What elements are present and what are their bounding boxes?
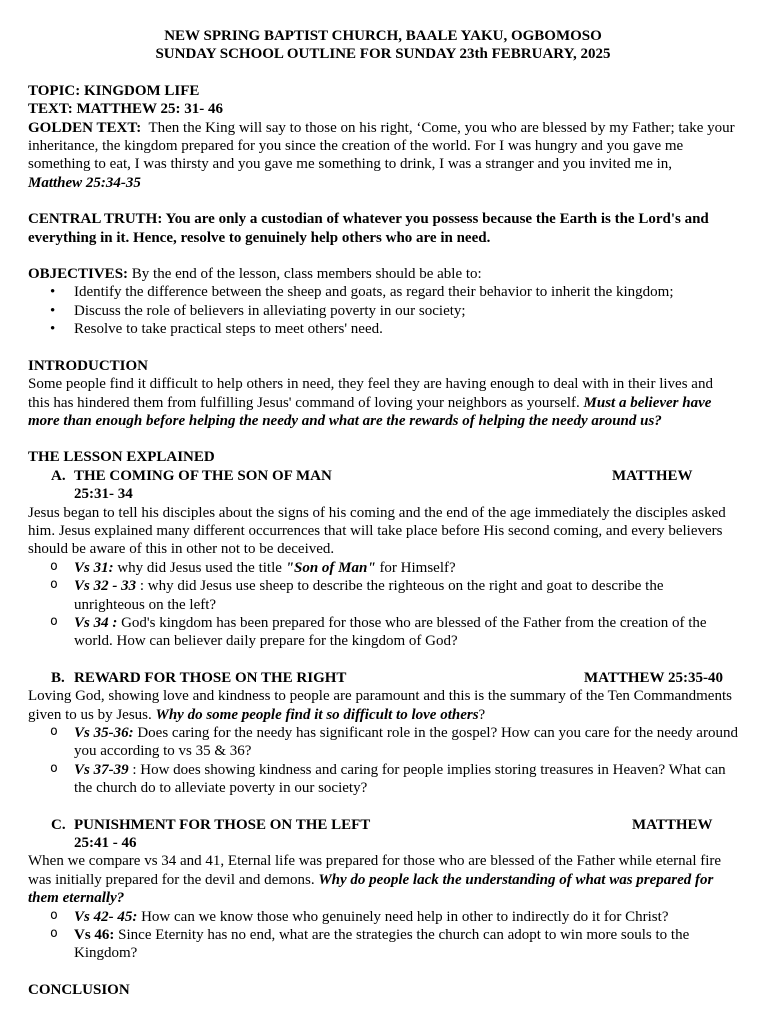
verse-ref: Vs 37-39 — [74, 761, 129, 778]
section-a-title: THE COMING OF THE SON OF MAN — [74, 467, 332, 484]
golden-text — [28, 119, 738, 174]
introduction-paragraph — [28, 375, 738, 430]
section-a-reference-continued: 25:31- 34 — [74, 486, 133, 503]
section-c-points — [28, 908, 738, 963]
section-a-heading — [28, 467, 738, 504]
objectives-intro-text: By the end of the lesson, class members should be able to: — [131, 266, 482, 283]
topic-line: TOPIC: KINGDOM LIFE — [28, 82, 200, 99]
point-text: : why did Jesus use sheep to describe the righteous on the right and goat to describe the unrighteous on the left? — [74, 578, 664, 613]
section-c-point — [74, 908, 738, 926]
introduction-heading: INTRODUCTION — [28, 357, 149, 374]
golden-text-label: GOLDEN TEXT: — [28, 119, 142, 136]
section-c-paragraph — [28, 852, 738, 907]
golden-text-body: Then the King will say to those on his right, ‘Come, you who are blessed by my Father; take your inheritance, the kingdom prepared for you since the creation of the world. For I was hungry and you gave me something to eat, I was thirsty and you gave me something to drink, I was a stranger and you invited me in, — [28, 119, 735, 173]
objective-item: • Resolve to take practical steps to meet others' need. — [74, 320, 738, 338]
section-c-reference: MATTHEW — [632, 816, 713, 833]
point-text: : How does showing kindness and caring for people implies storing treasures in Heaven? What can the church do to alleviate poverty in our society? — [74, 761, 726, 797]
golden-text-reference: Matthew 25:34-35 — [28, 174, 141, 191]
verse-ref: Vs 34 : — [74, 614, 118, 631]
section-a-letter: A. — [51, 467, 66, 484]
central-truth: CENTRAL TRUTH: You are only a custodian of whatever you possess because the Earth is the Lord's and everything in it. Hence, resolve to genuinely help others who are in need. — [28, 211, 709, 246]
objective-item: • Discuss the role of believers in alleviating poverty in our society; — [74, 302, 738, 320]
section-b-question: Why do some people find it so difficult to love others — [155, 706, 479, 723]
point-text: for Himself? — [375, 559, 456, 576]
section-a-body: Jesus began to tell his disciples about the signs of his coming and the end of the age immediately the disciples asked him. Jesus explained many different occurrences that will take place before His second coming, and every believers should be aware of this in other not to be deceived. — [28, 504, 726, 558]
section-a-point — [74, 614, 738, 651]
section-c-heading — [28, 816, 738, 853]
section-b-paragraph — [28, 687, 738, 724]
point-text: why did Jesus used the title — [113, 559, 286, 576]
objectives-label: OBJECTIVES: — [28, 266, 129, 283]
verse-ref: Vs 46: — [74, 927, 115, 944]
section-c-letter: C. — [51, 816, 66, 833]
objective-item: • Identify the difference between the sheep and goats, as regard their behavior to inherit the kingdom; — [74, 283, 738, 301]
section-b-points — [28, 724, 738, 798]
section-a-point — [74, 559, 738, 577]
section-b-body: Loving God, showing love and kindness to people are paramount and this is the summary of the Ten Commandments given to us by Jesus. — [28, 688, 732, 723]
objectives-list — [28, 283, 738, 338]
section-a-reference: MATTHEW — [612, 467, 693, 484]
verse-ref: Vs 42- 45: — [74, 908, 138, 925]
section-b-point — [74, 724, 738, 761]
verse-ref: Vs 35-36: — [74, 725, 134, 741]
lesson-heading: THE LESSON EXPLAINED — [28, 449, 215, 466]
section-b-title: REWARD FOR THOSE ON THE RIGHT — [74, 669, 347, 686]
section-c-body: When we compare vs 34 and 41, Eternal life was prepared for those who are blessed of the Father while eternal fire was initially prepared for the devil and demons. — [28, 853, 722, 888]
conclusion-heading: CONCLUSION — [28, 981, 130, 998]
outline-date-heading: SUNDAY SCHOOL OUTLINE FOR SUNDAY 23th FEBRUARY, 2025 — [155, 46, 611, 63]
verse-ref: Vs 31: — [74, 559, 114, 576]
section-a-point — [74, 577, 738, 614]
section-c-question: Why do people lack the understanding of what was prepared for them eternally? — [28, 871, 714, 907]
introduction-question: Must a believer have more than enough before helping the needy and what are the rewards of helping the needy around us? — [28, 394, 712, 429]
section-a-points — [28, 559, 738, 651]
section-c-title: PUNISHMENT FOR THOSE ON THE LEFT — [74, 816, 371, 833]
section-b-reference: MATTHEW 25:35-40 — [584, 669, 724, 686]
section-b-point — [74, 761, 738, 798]
text-line: TEXT: MATTHEW 25: 31- 46 — [28, 101, 224, 118]
point-emphasis: "Son of Man" — [285, 559, 376, 576]
section-b-letter: B. — [51, 669, 65, 686]
verse-ref: Vs 32 - 33 — [74, 578, 137, 595]
point-text: How can we know those who genuinely need help in other to indirectly do it for Christ? — [137, 908, 669, 925]
church-name-heading: NEW SPRING BAPTIST CHURCH, BAALE YAKU, OGBOMOSO — [164, 28, 602, 44]
introduction-body: Some people find it difficult to help others in need, they feel they are having enough to deal with in their lives and this has hindered them from fulfilling Jesus' command of loving your neighbors as yourself. — [28, 376, 713, 411]
section-b-question-end: ? — [478, 706, 486, 723]
section-c-point — [74, 926, 738, 963]
section-c-reference-continued: 25:41 - 46 — [74, 835, 137, 852]
point-text: Since Eternity has no end, what are the strategies the church can adopt to win more souls to the Kingdom? — [74, 927, 690, 962]
section-b-heading — [28, 669, 738, 687]
objectives-intro — [28, 265, 738, 283]
point-text: Does caring for the needy has significant role in the gospel? How can you care for the needy around you according to vs 35 & 36? — [74, 725, 738, 760]
point-text: God's kingdom has been prepared for those who are blessed of the Father from the creation of the world. How can believer daily prepare for the kingdom of God? — [74, 614, 707, 650]
